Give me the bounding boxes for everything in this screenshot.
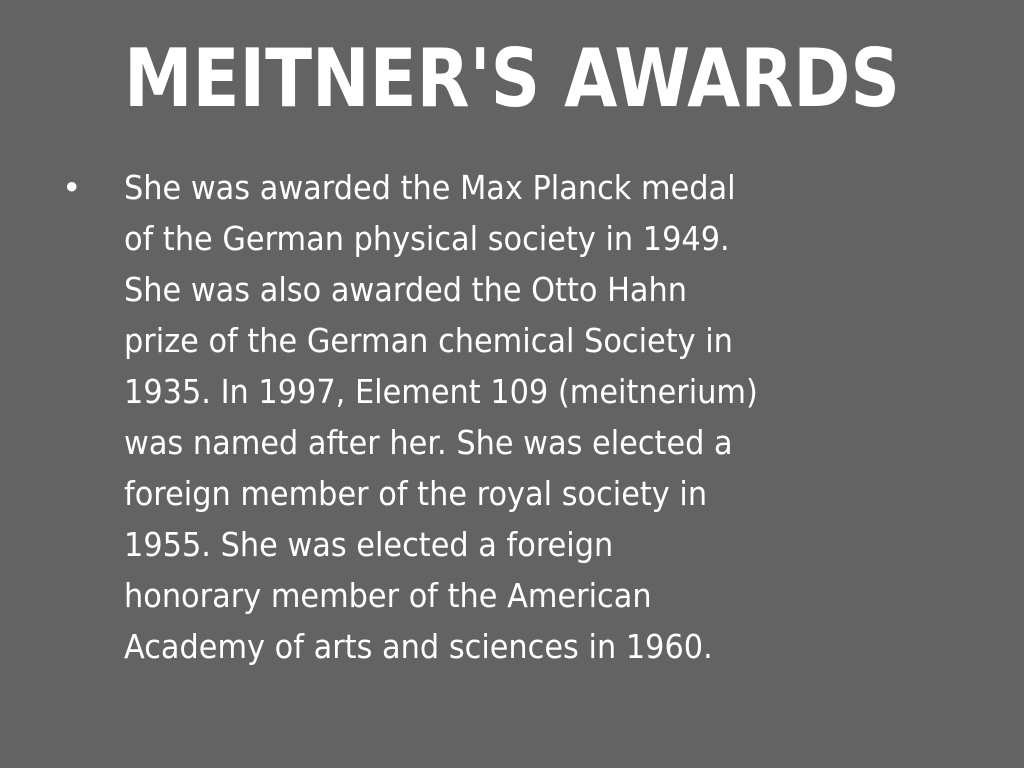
bullet-text-line: honorary member of the American [124,576,652,615]
bullet-list [56,162,976,672]
slide-title: MEITNER'S AWARDS [124,32,900,125]
bullet-text-line: 1935. In 1997, Element 109 (meitnerium) [124,372,758,411]
bullet-text-line: 1955. She was elected a foreign [124,525,614,564]
bullet-text [124,162,976,672]
bullet-marker: • [62,168,82,207]
bullet-text-line: She was also awarded the Otto Hahn [124,270,688,309]
bullet-text-line: was named after her. She was elected a [124,423,733,462]
bullet-text-line: She was awarded the Max Planck medal [124,168,736,207]
bullet-text-line: of the German physical society in 1949. [124,219,730,258]
bullet-text-line: foreign member of the royal society in [124,474,708,513]
bullet-text-line: prize of the German chemical Society in [124,321,733,360]
bullet-text-line: Academy of arts and sciences in 1960. [124,627,713,666]
bullet-item [56,162,976,672]
